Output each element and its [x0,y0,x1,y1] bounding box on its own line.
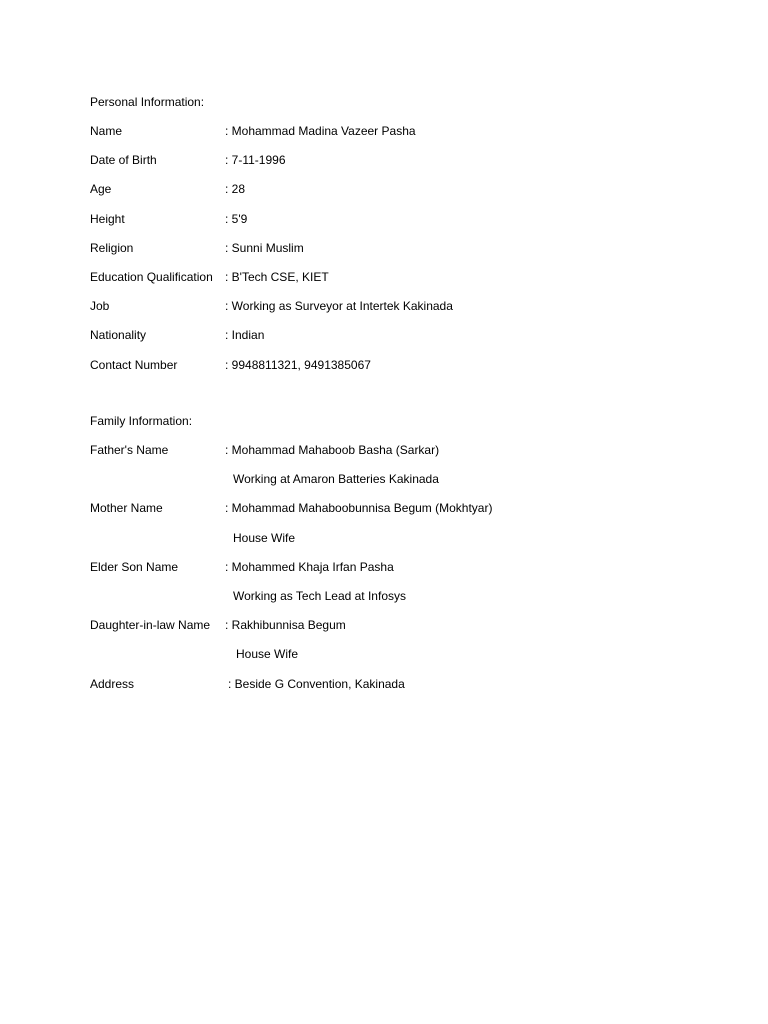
row-value: : B'Tech CSE, KIET [225,269,329,284]
info-row-fathers-occupation [90,470,730,499]
info-row-address [90,675,730,704]
info-row-daughter-in-law-occupation [90,645,730,674]
row-value: Working as Tech Lead at Infosys [233,588,406,603]
row-value: House Wife [233,530,296,545]
row-value: : Mohammed Khaja Irfan Pasha [225,559,394,574]
row-value: : Mohammad Madina Vazeer Pasha [225,124,416,138]
row-value: : Mohammad Mahaboob Basha (Sarkar) [225,443,440,457]
info-row-contact-number [90,356,730,385]
info-row-age [90,180,730,209]
row-label: Education Qualification [90,269,213,284]
info-row-education [90,268,730,297]
family-information-section [90,412,730,704]
section-heading: Personal Information: [90,95,205,109]
row-value: : Indian [225,328,265,343]
row-value: : Mohammad Mahaboobunnisa Begum (Mokhtyar) [225,501,493,516]
info-row-nationality [90,326,730,355]
info-row-mother-name [90,499,730,528]
row-value: : 5'9 [225,211,248,226]
row-label: Address [90,676,135,691]
row-label: Father's Name [90,443,169,457]
info-row-elder-son-occupation [90,587,730,616]
row-label: Nationality [90,328,147,343]
info-row-fathers-name [90,441,730,470]
row-label: Religion [90,240,134,255]
row-label: Date of Birth [90,153,157,168]
info-row-mother-occupation [90,529,730,558]
row-value: : Working as Surveyor at Intertek Kakinada [225,299,453,314]
info-row-height [90,210,730,239]
personal-information-section [90,93,730,385]
row-label: Mother Name [90,501,163,516]
row-label: Age [90,182,112,197]
info-row-job [90,297,730,326]
info-row-date-of-birth [90,151,730,180]
row-value: : 28 [225,182,246,197]
info-row-elder-son-name [90,558,730,587]
row-label: Name [90,124,123,138]
row-value: House Wife [236,647,299,662]
info-row-religion [90,239,730,268]
row-value: : 9948811321, 9491385067 [225,357,371,372]
row-value: : Sunni Muslim [225,240,304,255]
info-row-daughter-in-law-name [90,616,730,645]
row-value: : Beside G Convention, Kakinada [228,676,405,691]
info-row-name [90,122,730,151]
row-value: : Rakhibunnisa Begum [225,618,346,633]
row-value: Working at Amaron Batteries Kakinada [233,472,439,487]
row-label: Job [90,299,110,314]
row-label: Contact Number [90,357,178,372]
row-label: Daughter-in-law Name [90,618,211,633]
row-label: Elder Son Name [90,559,179,574]
row-value: : 7-11-1996 [225,153,286,168]
row-label: Height [90,211,125,226]
section-heading: Family Information: [90,414,193,428]
